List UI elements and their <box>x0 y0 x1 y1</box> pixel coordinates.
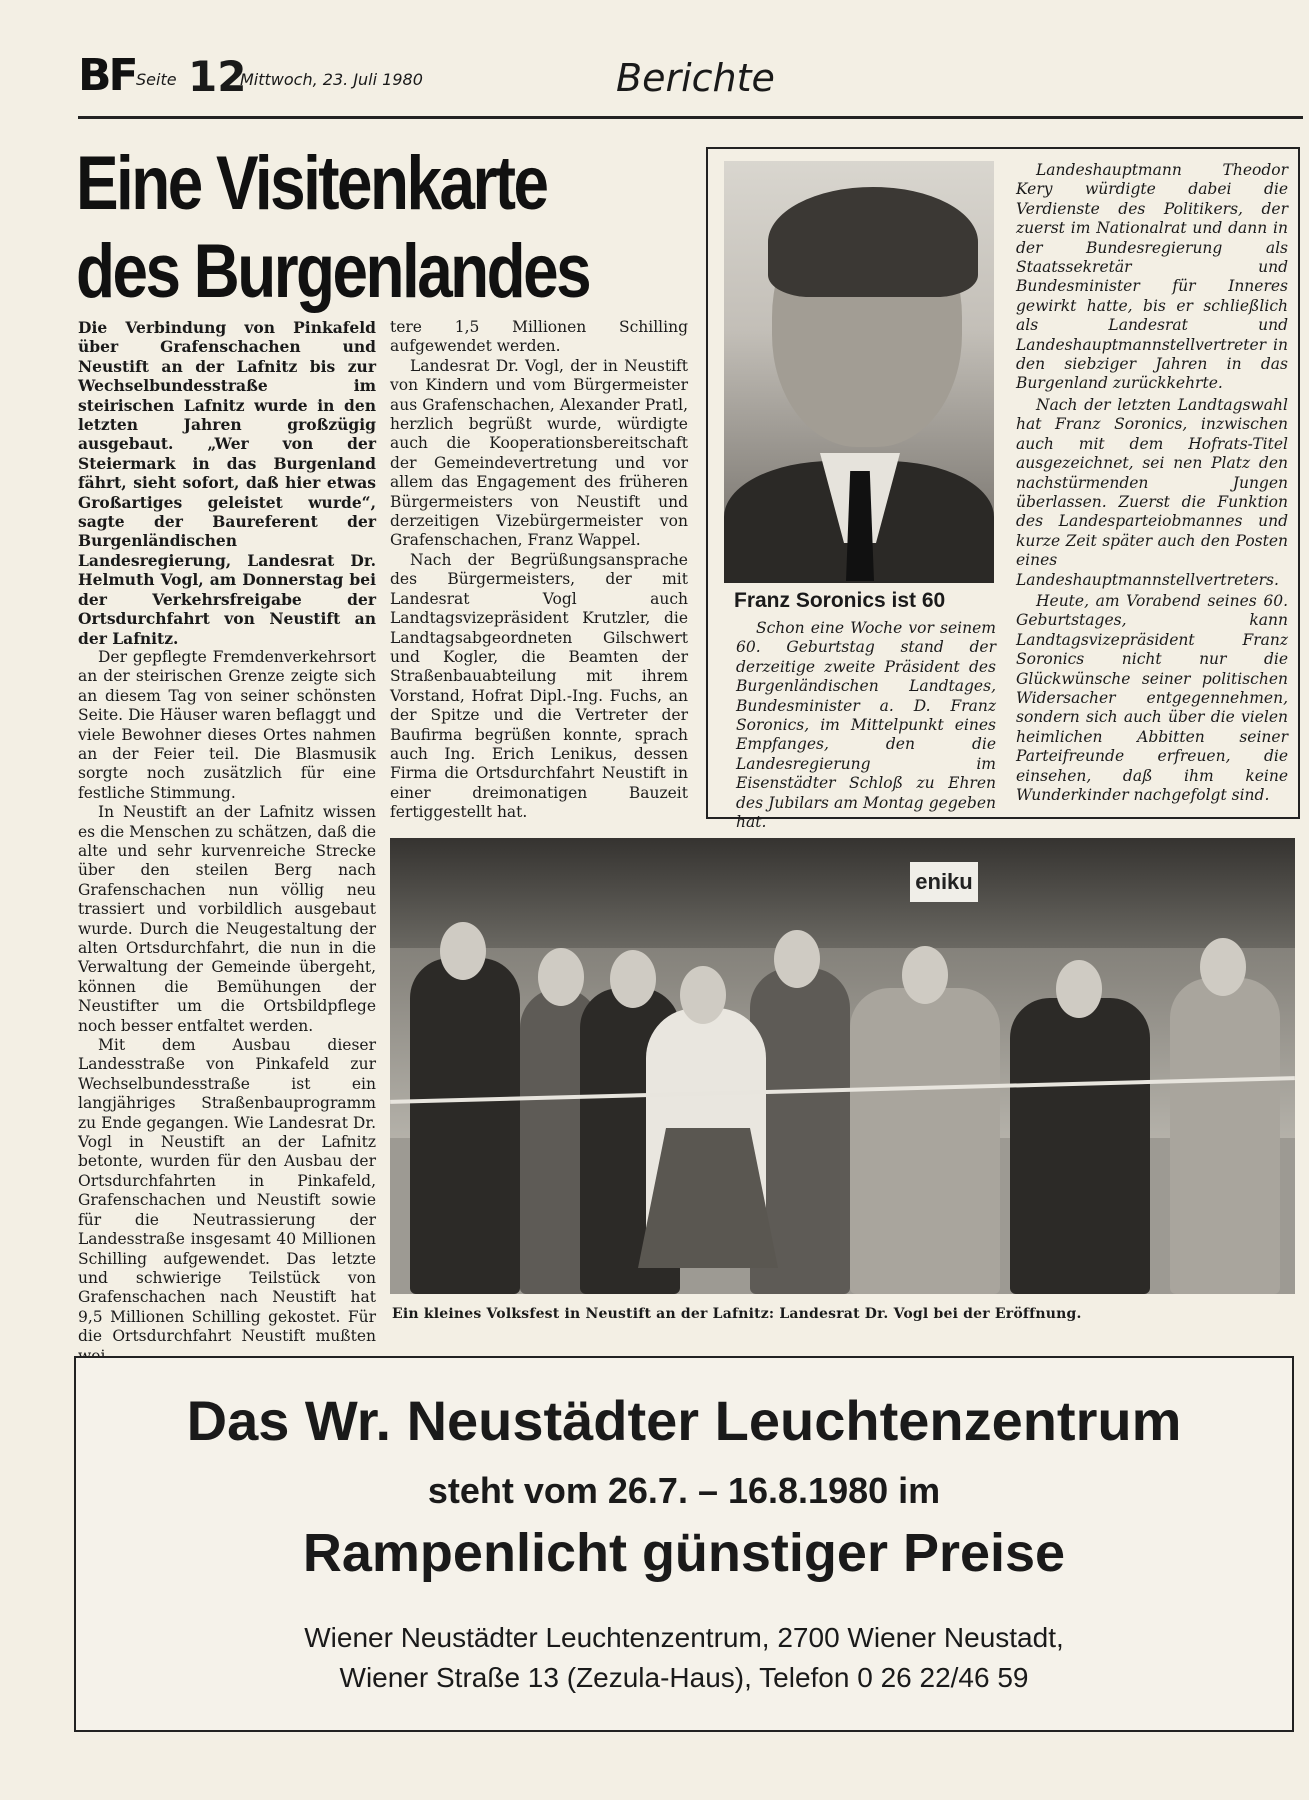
ad-address-line-1: Wiener Neustädter Leuchtenzentrum, 2700 Wiener Neustadt, <box>304 1622 1064 1653</box>
article-paragraph: Der gepflegte Fremdenverkehrsort an der steirischen Grenze zeigte sich an diesem Tag von seiner schönsten Seite. Die Häuser waren beflaggt und viele Bewohner dieses Ortes nahmen an der Feier teil. Die Blasmusik sorgte noch zusätzlich für eine festliche Stimmung. <box>78 647 376 802</box>
headline-line-2: des Burgenlandes <box>76 229 590 314</box>
ad-address-line-2: Wiener Straße 13 (Zezula-Haus), Telefon 0 26 22/46 59 <box>339 1662 1029 1693</box>
article-paragraph: Nach der Begrüßungsansprache des Bürgermeisters, der mit Landesrat Vogl auch Landtagsvizepräsident Krutzler, die Landtagsabgeordneten Gilschwert und Kogler, die Beamten der Straßenbauabteilung mit ihrem Vorstand, Hofrat Dipl.-Ing. Fuchs, an der Spitze und die Vertreter der Baufirma begrüßen konnte, sprach auch Ing. Erich Lenikus, dessen Firma die Ortsdurchfahrt Neustift in einer dreimonatigen Bauzeit fertiggestellt hat. <box>390 550 688 822</box>
box-headline: Franz Soronics ist 60 <box>734 589 946 612</box>
person-figure <box>410 958 520 1294</box>
article-column-1 <box>78 318 376 1366</box>
box-caption-text: Schon eine Woche vor seinem 60. Geburtstag stand der derzeitige zweite Präsident des Burgenländischen Landtages, Bundesminister a. D. Franz Soronics, im Mittelpunkt eines Empfanges, den die Landesregierung im Eisenstädter Schloß zu Ehren des Jubilars am Montag gegeben hat. <box>736 619 996 832</box>
section-title: Berichte <box>616 56 775 100</box>
article-paragraph: Landesrat Dr. Vogl, der in Neustift von Kindern und vom Bürgermeister aus Grafenschachen, Alexander Pratl, herzlich begrüßt wurde, würdigte auch die Kooperationsbereitschaft der Gemeindevertretung und vor allem das Engagement des früheren Bürgermeisters von Neustift und derzeitigen Vizebürgermeister von Grafenschachen, Franz Wappel. <box>390 356 688 550</box>
person-figure <box>1170 978 1280 1294</box>
person-face <box>774 930 820 988</box>
portrait-tie <box>846 471 874 581</box>
header-rule <box>78 116 1303 119</box>
issue-date: Mittwoch, 23. Juli 1980 <box>240 70 423 89</box>
person-face <box>610 950 656 1008</box>
soronics-box <box>706 147 1300 832</box>
advertisement <box>74 1356 1294 1732</box>
photo-caption: Ein kleines Volksfest in Neustift an der Lafnitz: Landesrat Dr. Vogl bei der Eröffnung. <box>392 1306 1082 1322</box>
person-figure <box>1010 998 1150 1294</box>
person-face <box>902 946 948 1004</box>
publication-logo: BF <box>78 50 136 101</box>
box-side-column <box>1016 161 1288 807</box>
page-header <box>78 50 1278 120</box>
ad-dates: steht vom 26.7. – 16.8.1980 im <box>427 1470 941 1511</box>
photo-trees <box>390 838 1295 948</box>
article-paragraph: tere 1,5 Millionen Schilling aufgewendet werden. <box>390 318 688 356</box>
portrait-photo <box>724 161 994 583</box>
person-figure <box>850 988 1000 1294</box>
box-paragraph: Heute, am Vorabend seines 60. Geburtstages, kann Landtagsvizepräsident Franz Soronics nicht nur die Glückwünsche seiner politischen Widersacher entgegennehmen, sondern sich auch über die vielen heimlichen Abbitten seiner Parteifreunde erfreuen, die einsehen, daß ihm keine Wunderkinder nachgefolgt sind. <box>1016 591 1288 804</box>
box-paragraph: Nach der letzten Landtagswahl hat Franz Soronics, inzwischen auch mit dem Hofrats-Titel ausgezeichnet, sei nen Platz den nachstürmenden Jungen überlassen. Zuerst die Funktion des Landesparteiobmannes und kurze Zeit später auch den Posten eines Landeshauptmannstellvertreters. <box>1016 395 1288 589</box>
article-column-2 <box>390 318 688 823</box>
person-face <box>1056 960 1102 1018</box>
article-paragraph: In Neustift an der Lafnitz wissen es die Menschen zu schätzen, daß die alte und sehr kurvenreiche Strecke über den steilen Berg nach Grafenschachen nun völlig neu trassiert und vorbildlich ausgebaut wurde. Durch die Neugestaltung der alten Ortsdurchfahrt, die nun in die Verwaltung der Gemeinde übergeht, können die Bemühungen der Neustifter um die Ortsbildpflege noch besser entfaltet werden. <box>78 803 376 1035</box>
box-paragraph: Landeshauptmann Theodor Kery würdigte dabei die Verdienste des Politikers, der zuerst im Nationalrat und dann in der Bundesregierung als Staatssekretär und Bundesminister für Inneres gewirkt hatte, bis er schließlich als Landesrat und Landeshauptmannstellvertreter in den siebziger Jahren in das Burgenland zurückkehrte. <box>1016 161 1288 393</box>
company-sign: eniku <box>910 862 978 902</box>
person-face <box>1200 938 1246 996</box>
ad-headline: Das Wr. Neustädter Leuchtenzentrum <box>186 1389 1182 1452</box>
page-number: 12 <box>188 52 247 101</box>
article-headline <box>76 140 614 316</box>
box-caption <box>736 619 996 832</box>
girl-face <box>680 966 726 1024</box>
headline-line-1: Eine Visitenkarte <box>76 141 547 226</box>
article-lead: Die Verbindung von Pinkafeld über Grafenschachen und Neustift an der Lafnitz bis zur Wechselbundesstraße im steirischen Lafnitz wurde in den letzten Jahren großzügig ausgebaut. „Wer von der Steiermark in das Burgenland fährt, sieht sofort, daß hier etwas Großartiges geleistet wurde“, sagte der Baureferent der Burgenländischen Landesregierung, Landesrat Dr. Helmuth Vogl, am Donnerstag bei der Verkehrsfreigabe der Ortsdurchfahrt von Neustift an der Lafnitz. <box>78 318 376 648</box>
person-face <box>440 922 486 980</box>
page-label: Seite <box>136 70 177 89</box>
ribbon-cutting-photo <box>390 838 1295 1294</box>
person-face <box>538 948 584 1006</box>
ad-slogan: Rampenlicht günstiger Preise <box>302 1523 1066 1583</box>
article-paragraph: Mit dem Ausbau dieser Landesstraße von Pinkafeld zur Wechselbundesstraße ist ein langjähriges Straßenbauprogramm zu Ende gegangen. Wie Landesrat Dr. Vogl in Neustift an der Lafnitz betonte, wurden für den Ausbau der Ortsdurchfahrten in Pinkafeld, Grafenschachen und Neustift sowie für die Neutrassierung der Landesstraße insgesamt 40 Millionen Schilling aufgewendet. Das letzte und schwierige Teilstück von Grafenschachen nach Neustift hat 9,5 Millionen Schilling gekostet. Für die Ortsdurchfahrt Neustift mußten <box>78 1036 376 1346</box>
portrait-hair <box>768 187 978 297</box>
